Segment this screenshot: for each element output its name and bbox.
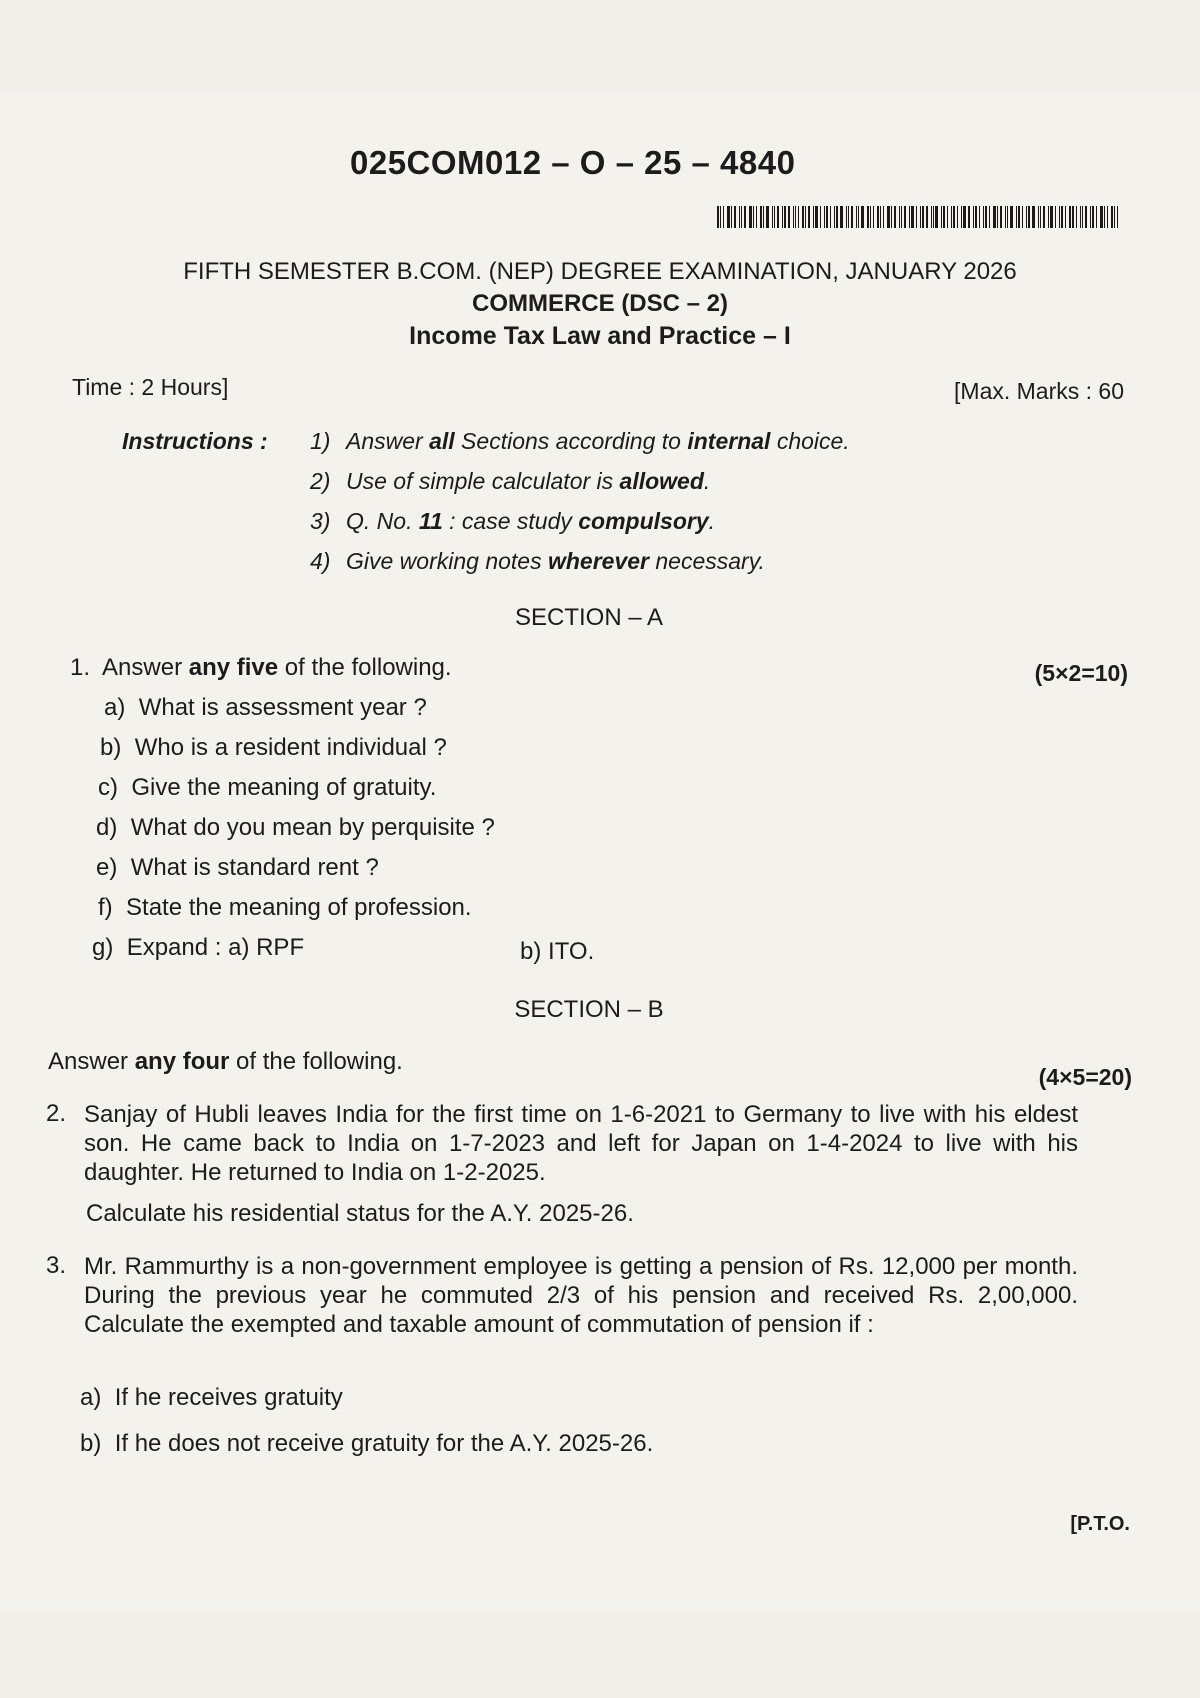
paper-title: Income Tax Law and Practice – I (409, 322, 791, 350)
barcode-bar (941, 206, 942, 228)
barcode-bar (968, 206, 970, 228)
barcode-bar (1080, 206, 1081, 228)
sub-question: e) What is standard rent ? (96, 854, 379, 881)
exam-title: FIFTH SEMESTER B.COM. (NEP) DEGREE EXAMINATION, JANUARY 2026 (183, 258, 1017, 285)
barcode-bar (1111, 206, 1113, 228)
sub-question: g) Expand : a) RPF (92, 934, 305, 961)
barcode-bar (1038, 206, 1039, 228)
time-label: Time : 2 Hours] (72, 374, 229, 400)
section-b-marks: (4×5=20) (1038, 1064, 1132, 1090)
barcode-bar (931, 206, 932, 228)
barcode-bar (813, 206, 814, 228)
question-3-text: Mr. Rammurthy is a non-government employee is getting a pension of Rs. 12,000 per month. During the previous year he commuted 2/3 of his pension and received Rs. 2,00,000. Calculate the exempted and taxable amount of commutation of pension if : (84, 1253, 1078, 1338)
barcode-bar (920, 206, 921, 228)
barcode-bar (1061, 206, 1063, 228)
barcode-bar (784, 206, 786, 228)
barcode-bar (877, 206, 879, 228)
barcode-bar (1069, 206, 1071, 228)
barcode-bar (856, 206, 857, 228)
barcode-bar (1028, 206, 1030, 228)
barcode-bar (756, 206, 757, 228)
barcode-bar (824, 206, 825, 228)
barcode-bar (867, 206, 869, 228)
barcode-bar (741, 206, 742, 228)
barcode-bar (909, 206, 910, 228)
barcode-bar (983, 206, 984, 228)
barcode-bar (731, 206, 732, 228)
barcode-bar (1048, 206, 1049, 228)
barcode-bar (766, 206, 769, 228)
subject-title: COMMERCE (DSC – 2) (471, 290, 729, 317)
sub-question: b) Who is a resident individual ? (100, 734, 447, 761)
barcode-bar (802, 206, 804, 228)
barcode-bar (870, 206, 871, 228)
barcode-bar (788, 206, 791, 228)
barcode-bar (1010, 206, 1013, 228)
barcode-bar (1114, 206, 1115, 228)
barcode-bar (911, 206, 914, 228)
barcode-bar (1076, 206, 1077, 228)
barcode-bar (1082, 206, 1083, 228)
barcode-bar (933, 206, 934, 228)
barcode-bar (1107, 206, 1108, 228)
barcode-bar (887, 206, 890, 228)
barcode-bar (793, 206, 794, 228)
section-a-marks: (5×2=10) (1034, 660, 1128, 686)
barcode-bar (739, 206, 740, 228)
question-paper (0, 90, 1200, 1610)
barcode-bar (922, 206, 924, 228)
barcode-bar (963, 206, 966, 228)
barcode-bar (899, 206, 900, 228)
barcode-bar (1018, 206, 1020, 228)
barcode-bar (1022, 206, 1023, 228)
barcode-bar (943, 206, 945, 228)
barcode-bar (858, 206, 859, 228)
barcode-bar (916, 206, 917, 228)
barcode-bar (1117, 206, 1118, 228)
barcode-bar (815, 206, 818, 228)
barcode-bar (1000, 206, 1002, 228)
barcode-bar (901, 206, 902, 228)
barcode-bar (1040, 206, 1041, 228)
barcode-bar (904, 206, 906, 228)
sub-question: a) What is assessment year ? (104, 694, 427, 721)
barcode-bar (989, 206, 990, 228)
instructions-label: Instructions : (122, 428, 268, 454)
barcode-bar (1096, 206, 1097, 228)
barcode-bar (894, 206, 896, 228)
sub-question: f) State the meaning of profession. (98, 894, 472, 921)
barcode-bar (861, 206, 864, 228)
barcode-bar (826, 206, 828, 228)
barcode-bar (763, 206, 764, 228)
barcode-bar (805, 206, 806, 228)
barcode-bar (1085, 206, 1087, 228)
sub-question: a) If he receives gratuity (80, 1384, 343, 1411)
barcode-bar (1072, 206, 1075, 228)
barcode-bar (883, 206, 884, 228)
barcode-bar (951, 206, 952, 228)
instruction-item: 4) Give working notes wherever necessary. (310, 548, 765, 574)
barcode-bar (957, 206, 958, 228)
barcode-bar (727, 206, 730, 228)
barcode-bar (830, 206, 831, 228)
barcode-bar (782, 206, 783, 228)
barcode-bar (1007, 206, 1008, 228)
barcode-bar (891, 206, 892, 228)
barcode-bar (880, 206, 881, 228)
barcode-bar (744, 206, 746, 228)
barcode-bar (973, 206, 974, 228)
barcode-bar (1065, 206, 1066, 228)
barcode-bar (961, 206, 962, 228)
question-1: 1. Answer any five of the following. (70, 654, 452, 681)
barcode-bar (734, 206, 736, 228)
question-2-ask: Calculate his residential status for the A.Y. 2025-26. (86, 1200, 634, 1227)
barcode-bar (975, 206, 977, 228)
barcode-bar (840, 206, 843, 228)
barcode-bar (753, 206, 754, 228)
barcode-bar (997, 206, 998, 228)
barcode-bar (820, 206, 821, 228)
paper-code: 025COM012 – O – 25 – 4840 (350, 144, 796, 181)
barcode-bar (777, 206, 779, 228)
barcode-bar (1032, 206, 1035, 228)
barcode-bar (926, 206, 928, 228)
barcode-bar (1055, 206, 1056, 228)
barcode-bar (749, 206, 752, 228)
instruction-item: 3) Q. No. 11 : case study compulsory. (310, 508, 716, 534)
barcode-bar (1104, 206, 1105, 228)
sub-question: c) Give the meaning of gratuity. (98, 774, 437, 801)
barcode-bar (947, 206, 948, 228)
question-3-number: 3. (46, 1252, 67, 1279)
barcode-bar (953, 206, 955, 228)
barcode-bar (836, 206, 838, 228)
barcode-bar (723, 206, 724, 228)
barcode-bar (1005, 206, 1006, 228)
barcode-bar (774, 206, 775, 228)
sub-question: d) What do you mean by perquisite ? (96, 814, 495, 841)
instruction-item: 2) Use of simple calculator is allowed. (310, 468, 711, 494)
barcode-bar (985, 206, 987, 228)
barcode-bar (1050, 206, 1053, 228)
section-b-title: SECTION – B (514, 996, 664, 1023)
barcode-bar (772, 206, 773, 228)
barcode-bar (1043, 206, 1045, 228)
barcode (717, 206, 1121, 228)
barcode-bar (795, 206, 796, 228)
pto-label: [P.T.O. (1070, 1513, 1130, 1535)
barcode-bar (1016, 206, 1017, 228)
barcode-bar (1092, 206, 1094, 228)
barcode-bar (808, 206, 810, 228)
question-2-number: 2. (46, 1100, 67, 1127)
barcode-bar (1090, 206, 1091, 228)
barcode-bar (848, 206, 849, 228)
barcode-bar (846, 206, 847, 228)
barcode-bar (979, 206, 980, 228)
barcode-bar (1100, 206, 1103, 228)
barcode-bar (760, 206, 762, 228)
barcode-bar (720, 206, 721, 228)
barcode-bar (834, 206, 835, 228)
barcode-bar (1059, 206, 1060, 228)
sub-question: b) If he does not receive gratuity for the A.Y. 2025-26. (80, 1430, 654, 1457)
section-b-instruction: Answer any four of the following. (48, 1048, 403, 1075)
barcode-bar (851, 206, 853, 228)
question-2-text: Sanjay of Hubli leaves India for the first time on 1-6-2021 to Germany to live with his eldest son. He came back to India on 1-7-2023 and left for Japan on 1-4-2024 to live with his daughter. He returned to India on 1-2-2025. (84, 1101, 1078, 1186)
barcode-bar (873, 206, 874, 228)
barcode-bar (1026, 206, 1027, 228)
section-a-title: SECTION – A (514, 604, 664, 631)
barcode-bar (798, 206, 799, 228)
sub-question-part: b) ITO. (520, 938, 595, 965)
barcode-bar (717, 206, 719, 228)
barcode-bar (935, 206, 938, 228)
instruction-item: 1) Answer all Sections according to internal choice. (310, 428, 850, 454)
barcode-bar (993, 206, 996, 228)
max-marks-label: [Max. Marks : 60 (954, 378, 1124, 404)
